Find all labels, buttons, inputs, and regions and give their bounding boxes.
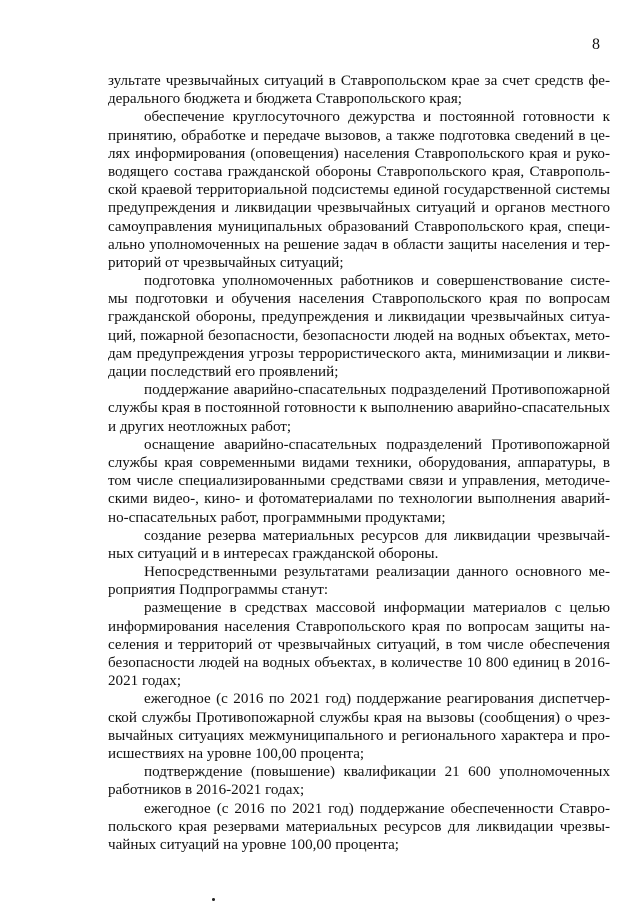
text-line: том числе специализированными средствами связи и управления, методиче- [108,473,610,490]
text-line: подтверждение (повышение) квалификации 21 600 уполномоченных [144,764,610,781]
text-line: чайных ситуаций на уровне 100,00 процента; [108,836,399,853]
text-line: предупреждения и ликвидации чрезвычайных ситуаций и органов местного [108,200,610,217]
text-line: ской службы Противопожарной службы края на вызовы (сообщения) о чрез- [108,709,610,726]
text-line: вычайных ситуациях межмуниципального и регионального характера и про- [108,727,610,744]
text-line: самоуправления муниципальных образований Ставропольского края, специ- [108,218,610,235]
text-line: оснащение аварийно-спасательных подразделений Противопожарной [144,436,610,453]
text-line: польского края резервами материальных ресурсов для ликвидации чрезвы- [108,818,610,835]
text-line: ежегодное (с 2016 по 2021 год) поддержание реагирования диспетчер- [144,691,610,708]
text-line: дации последствий его проявлений; [108,364,339,380]
text-line: службы края современными видами техники, оборудования, аппаратуры, в [108,454,610,471]
text-line: ально уполномоченных на решение задач в области защиты населения и тер- [108,236,610,253]
text-line: лях информирования (оповещения) населения Ставропольского края и руко- [108,145,610,162]
text-line: Непосредственными результатами реализации данного основного ме- [144,564,610,581]
text-line: ежегодное (с 2016 по 2021 год) поддержание обеспеченности Ставро- [144,800,610,817]
text-line: принятию, обработке и передаче вызовов, а также подготовка сведений в це- [108,127,610,144]
text-line: работников в 2016-2021 годах; [108,782,305,799]
body-text [108,72,610,854]
text-line: размещение в средствах массовой информации материалов с целью [144,600,610,617]
text-line: 2021 годах; [108,673,182,690]
text-line: дам предупреждения угрозы террористического акта, минимизации и ликви- [108,345,610,362]
text-line: ской краевой территориальной подсистемы единой государственной системы [108,182,610,199]
scan-speck [212,898,215,901]
text-line: водящего состава гражданской обороны Ставропольского края, Ставрополь- [108,163,610,180]
text-line: гражданской обороны, предупреждения и ликвидации чрезвычайных ситуа- [108,309,610,326]
text-line: ных ситуаций и в интересах гражданской обороны. [108,545,439,562]
text-line: подготовка уполномоченных работников и совершенствование систе- [144,273,610,290]
text-line: ций, пожарной безопасности, безопасности людей на водных объектах, мето- [108,327,610,344]
text-line: службы края в постоянной готовности к выполнению аварийно-спасательных [108,400,610,417]
text-line: создание резерва материальных ресурсов для ликвидации чрезвычай- [144,527,610,544]
text-line: роприятия Подпрограммы станут: [108,582,329,599]
text-line: зультате чрезвычайных ситуаций в Ставропольском крае за счет средств фе- [108,73,610,89]
text-line: скими видео-, кино- и фотоматериалами по технологии выполнения аварий- [108,491,610,508]
text-line: исшествиях на уровне 100,00 процента; [108,745,365,762]
text-line: информирования населения Ставропольского края по вопросам защиты на- [108,618,610,635]
text-line: селения и территорий от чрезвычайных ситуаций, в том числе обеспечения [108,636,610,653]
text-line: но-спасательных работ, программными продуктами; [108,509,446,526]
text-line: риторий от чрезвычайных ситуаций; [108,254,344,271]
text-line: дерального бюджета и бюджета Ставропольского края; [108,91,462,108]
text-line: мы подготовки и обучения населения Ставропольского края по вопросам [108,291,610,308]
text-line: и других неотложных работ; [108,418,292,435]
text-line: обеспечение круглосуточного дежурства и постоянной готовности к [144,109,610,126]
page-number: 8 [592,36,600,53]
text-line: безопасности людей на водных объектах, в количестве 10 800 единиц в 2016- [108,655,610,671]
text-line: поддержание аварийно-спасательных подразделений Противопожарной [144,382,610,399]
